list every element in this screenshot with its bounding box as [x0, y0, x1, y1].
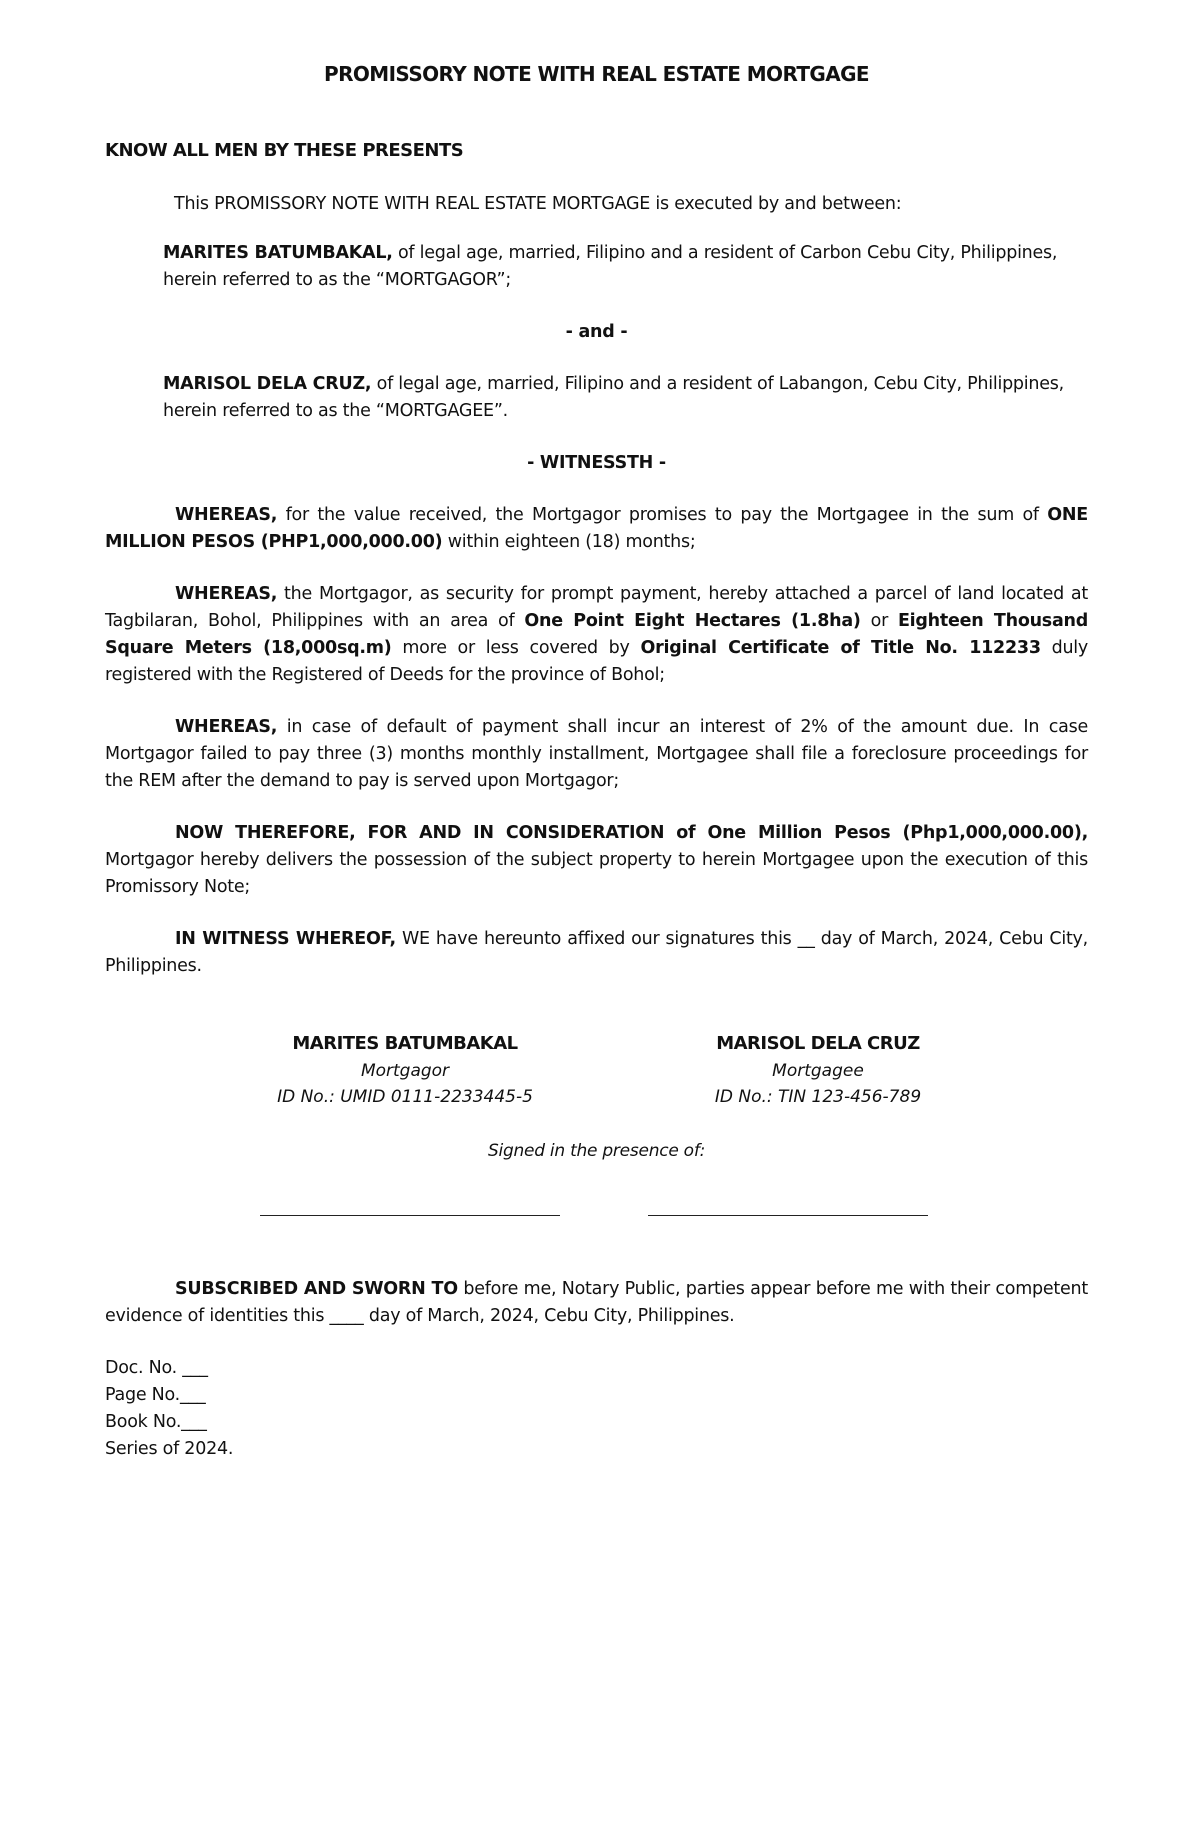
mortgagee-description: of legal age, married, Filipino and a resident of Labangon, Cebu City, Philippines, herein referred to as the “MORTGAGEE”. — [163, 374, 1064, 421]
know-all-men-heading: KNOW ALL MEN BY THESE PRESENTS — [105, 140, 464, 161]
in-witness-text: WE have hereunto affixed our signatures this __ day of March, 2024, Cebu City, Philippines. — [105, 929, 1088, 976]
subscribed-sworn-paragraph — [105, 1276, 1088, 1330]
in-witness-label: IN WITNESS WHEREOF, — [175, 929, 396, 949]
land-area-hectares: One Point Eight Hectares (1.8ha) — [524, 611, 861, 631]
signatory-name: MARISOL DELA CRUZ — [716, 1033, 920, 1054]
mortgagee-signature — [668, 1030, 968, 1110]
loan-amount: ONE MILLION PESOS (PHP1,000,000.00) — [105, 505, 1088, 552]
whereas-payment-paragraph — [105, 502, 1088, 556]
title-number: Original Certificate of Title No. 112233 — [640, 638, 1041, 658]
doc-number: Doc. No. ___ — [105, 1358, 208, 1378]
mortgagee-party-paragraph — [105, 371, 1088, 425]
mortgagor-description: of legal age, married, Filipino and a resident of Carbon Cebu City, Philippines, herein referred to as the “MORTGAGOR”; — [163, 243, 1058, 290]
now-therefore-label: NOW THEREFORE, FOR AND IN CONSIDERATION of One Million Pesos (Php1,000,000.00), — [175, 823, 1088, 843]
whereas-label: WHEREAS, — [175, 584, 278, 604]
whereas-text: duly registered with the Registered of Deeds for the province of Bohol; — [105, 638, 1088, 685]
notarial-register-info — [105, 1355, 1088, 1463]
mortgagor-name: MARITES BATUMBAKAL, — [163, 243, 393, 263]
presence-caption: Signed in the presence of: — [487, 1141, 706, 1161]
whereas-label: WHEREAS, — [175, 505, 278, 525]
whereas-text: within eighteen (18) months; — [442, 532, 696, 552]
whereas-text: the Mortgagor, as security for prompt payment, hereby attached a parcel of land located at Tagbilaran, Bohol, Philippines with an area of — [105, 584, 1088, 631]
series-year: Series of 2024. — [105, 1439, 234, 1459]
mortgagor-signature — [255, 1030, 555, 1110]
witness-signature-lines — [260, 1203, 928, 1216]
whereas-text: for the value received, the Mortgagor promises to pay the Mortgagee in the sum of — [277, 505, 1048, 525]
book-number: Book No.___ — [105, 1412, 207, 1432]
whereas-default-paragraph — [105, 714, 1088, 795]
witnesseth-heading: - WITNESSTH - — [527, 453, 666, 473]
mortgagee-name: MARISOL DELA CRUZ, — [163, 374, 372, 394]
intro-paragraph: This PROMISSORY NOTE WITH REAL ESTATE MORTGAGE is executed by and between: — [174, 194, 902, 214]
witness-line-2 — [648, 1203, 928, 1216]
witness-line-1 — [260, 1203, 560, 1216]
signature-block — [255, 1030, 968, 1110]
subscribed-label: SUBSCRIBED AND SWORN TO — [175, 1279, 458, 1299]
now-therefore-text: Mortgagor hereby delivers the possession of the subject property to herein Mortgagee upon the execution of this Promissory Note; — [105, 850, 1088, 897]
now-therefore-paragraph — [105, 820, 1088, 901]
page-number: Page No.___ — [105, 1385, 206, 1405]
whereas-text: more or less covered by — [391, 638, 641, 658]
signatory-id: ID No.: TIN 123-456-789 — [714, 1087, 922, 1107]
whereas-text: or — [860, 611, 898, 631]
signatory-role: Mortgagor — [360, 1061, 450, 1081]
whereas-label: WHEREAS, — [175, 717, 278, 737]
in-witness-paragraph — [105, 926, 1088, 980]
whereas-text: in case of default of payment shall incur an interest of 2% of the amount due. In case Mortgagor failed to pay three (3) months monthly installment, Mortgagee shall file a foreclosure proceedings for the REM after the demand to pay is served upon Mortgagor; — [105, 717, 1088, 791]
signatory-role: Mortgagee — [772, 1061, 864, 1081]
document-title: PROMISSORY NOTE WITH REAL ESTATE MORTGAGE — [324, 62, 869, 86]
and-separator: - and - — [565, 322, 628, 342]
mortgagor-party-paragraph — [105, 240, 1088, 294]
whereas-security-paragraph — [105, 581, 1088, 689]
land-area-sqm: Eighteen Thousand Square Meters (18,000sq.m) — [105, 611, 1089, 658]
subscribed-text: before me, Notary Public, parties appear before me with their competent evidence of identities this ____ day of March, 2024, Cebu City, Philippines. — [105, 1279, 1088, 1326]
signatory-name: MARITES BATUMBAKAL — [292, 1033, 518, 1054]
signatory-id: ID No.: UMID 0111-2233445-5 — [277, 1087, 533, 1107]
